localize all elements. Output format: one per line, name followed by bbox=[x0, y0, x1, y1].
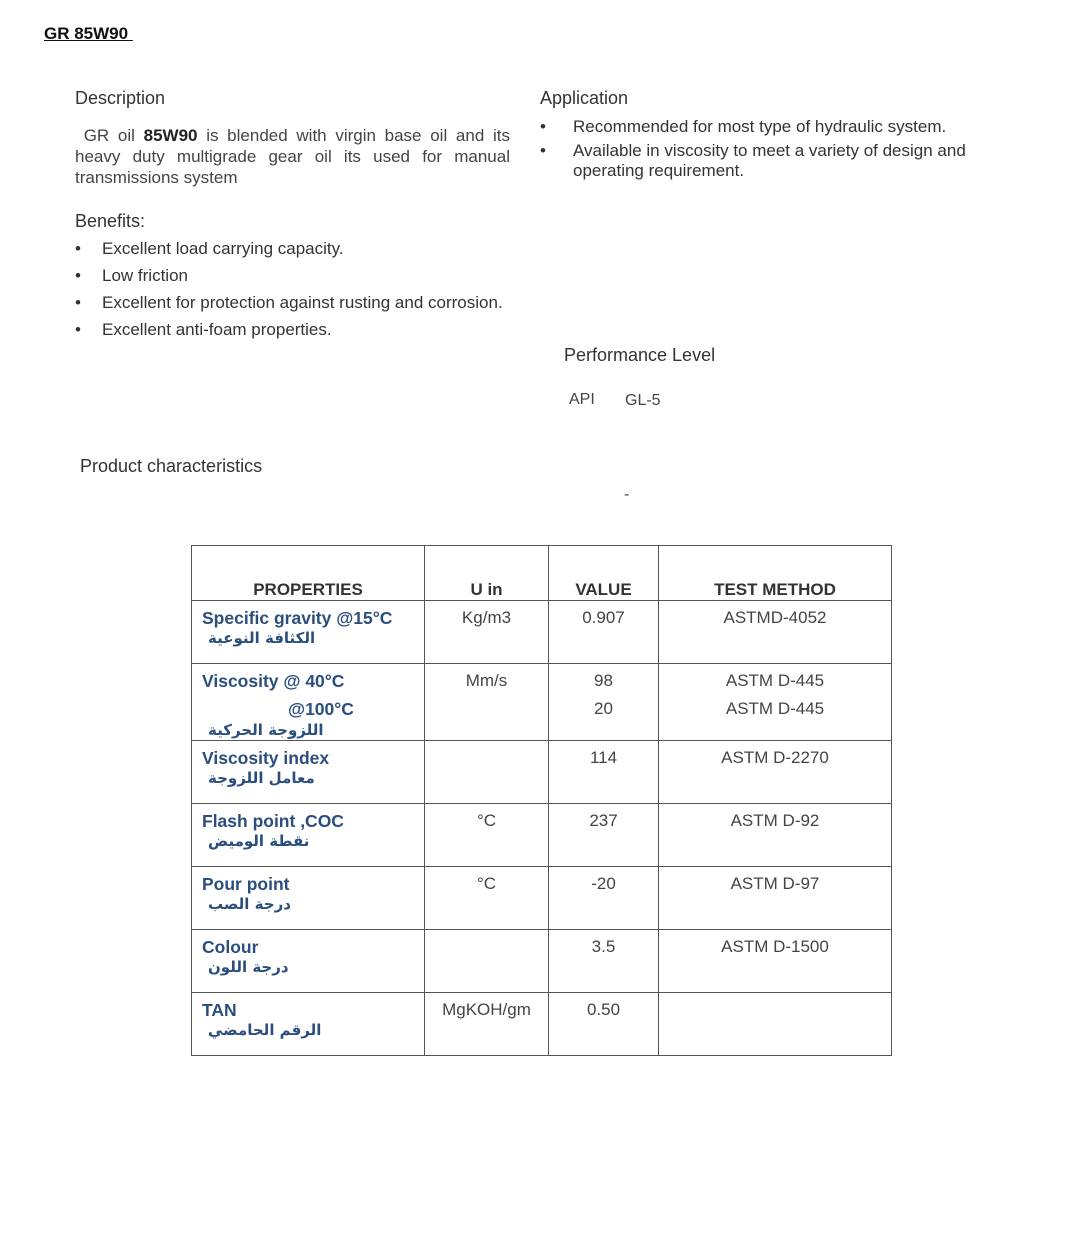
bullet-icon: • bbox=[75, 239, 81, 258]
property-name: Viscosity index bbox=[202, 748, 330, 768]
unit-cell bbox=[425, 930, 549, 993]
description-text-post: is blended with virgin base oil and its heavy duty multigrade gear oil its used for manual transmissions system bbox=[75, 126, 510, 187]
bullet-icon: • bbox=[540, 141, 546, 160]
table-row bbox=[192, 601, 892, 664]
bullet-icon: • bbox=[75, 320, 81, 339]
description-text bbox=[75, 125, 510, 188]
description-text-bold: 85W90 bbox=[143, 126, 198, 145]
application-list bbox=[540, 116, 1010, 185]
properties-table bbox=[191, 545, 892, 1056]
value-cell: 114 bbox=[549, 741, 659, 804]
header-unit: U in bbox=[425, 546, 549, 601]
table-row bbox=[192, 804, 892, 867]
property-arabic: الرقم الحامضي bbox=[208, 1021, 322, 1039]
dash-mark: - bbox=[624, 486, 630, 503]
bullet-icon: • bbox=[75, 293, 81, 312]
method-cell: ASTM D-92 bbox=[659, 804, 892, 867]
application-text: Available in viscosity to meet a variety of design and operating requirement. bbox=[573, 141, 966, 180]
table-header-row bbox=[192, 546, 892, 601]
property-name: Flash point ,COC bbox=[202, 811, 344, 831]
property-cell bbox=[192, 741, 425, 804]
method-cell bbox=[659, 664, 892, 741]
property-arabic: درجة الصب bbox=[208, 895, 291, 913]
header-test-method: TEST METHOD bbox=[659, 546, 892, 601]
property-name: Viscosity @ 40°C bbox=[202, 671, 345, 691]
list-item bbox=[75, 238, 510, 260]
header-value: VALUE bbox=[549, 546, 659, 601]
property-cell bbox=[192, 601, 425, 664]
table-row bbox=[192, 930, 892, 993]
property-name: TAN bbox=[202, 1000, 237, 1020]
list-item bbox=[75, 319, 510, 341]
property-arabic: نقطة الوميض bbox=[208, 832, 310, 850]
benefits-list bbox=[75, 238, 510, 346]
property-cell bbox=[192, 664, 425, 741]
application-text: Recommended for most type of hydraulic system. bbox=[573, 117, 947, 136]
property-arabic: الكثافة النوعية bbox=[208, 629, 316, 647]
method-secondary: ASTM D-445 bbox=[725, 699, 825, 718]
method-cell bbox=[659, 993, 892, 1056]
unit-cell: MgKOH/gm bbox=[425, 993, 549, 1056]
benefit-text: Excellent load carrying capacity. bbox=[102, 239, 344, 258]
method-primary: ASTM D-445 bbox=[725, 671, 825, 690]
list-item bbox=[75, 265, 510, 287]
benefit-text: Excellent anti-foam properties. bbox=[102, 320, 332, 339]
bullet-icon: • bbox=[75, 266, 81, 285]
value-cell: 0.907 bbox=[549, 601, 659, 664]
product-characteristics-heading: Product characteristics bbox=[80, 456, 263, 476]
description-heading: Description bbox=[75, 88, 166, 108]
value-primary: 98 bbox=[594, 671, 613, 690]
table-row bbox=[192, 993, 892, 1056]
property-cell bbox=[192, 867, 425, 930]
benefit-text: Excellent for protection against rusting and corrosion. bbox=[102, 293, 503, 312]
header-properties: PROPERTIES bbox=[192, 546, 425, 601]
document-title: GR 85W90 bbox=[44, 24, 133, 43]
list-item bbox=[540, 141, 1010, 181]
property-cell bbox=[192, 804, 425, 867]
table-row bbox=[192, 741, 892, 804]
property-name: Specific gravity @15°C bbox=[202, 608, 393, 628]
value-cell: 237 bbox=[549, 804, 659, 867]
method-cell: ASTM D-1500 bbox=[659, 930, 892, 993]
value-secondary: 20 bbox=[594, 699, 613, 718]
bullet-icon: • bbox=[540, 117, 546, 136]
benefit-text: Low friction bbox=[102, 266, 188, 285]
list-item bbox=[540, 116, 1010, 137]
method-cell: ASTM D-2270 bbox=[659, 741, 892, 804]
value-cell: 3.5 bbox=[549, 930, 659, 993]
unit-cell: °C bbox=[425, 867, 549, 930]
property-cell bbox=[192, 993, 425, 1056]
table-row bbox=[192, 867, 892, 930]
unit-cell: Kg/m3 bbox=[425, 601, 549, 664]
unit-cell: °C bbox=[425, 804, 549, 867]
property-arabic: معامل اللزوجة bbox=[208, 769, 315, 787]
performance-standard: API bbox=[569, 391, 595, 408]
method-cell: ASTM D-97 bbox=[659, 867, 892, 930]
property-cell bbox=[192, 930, 425, 993]
property-arabic: درجة اللون bbox=[208, 958, 289, 976]
property-arabic: اللزوجة الحركية bbox=[208, 721, 324, 739]
value-cell: 0.50 bbox=[549, 993, 659, 1056]
value-cell: -20 bbox=[549, 867, 659, 930]
list-item bbox=[75, 292, 510, 314]
property-name: Colour bbox=[202, 937, 259, 957]
method-cell: ASTMD-4052 bbox=[659, 601, 892, 664]
value-cell bbox=[549, 664, 659, 741]
performance-level: GL-5 bbox=[625, 392, 661, 409]
application-heading: Application bbox=[540, 88, 629, 108]
benefits-heading: Benefits: bbox=[75, 211, 146, 231]
description-text-pre: GR oil bbox=[75, 126, 144, 145]
property-name-secondary: @100°C bbox=[288, 699, 354, 719]
property-name: Pour point bbox=[202, 874, 290, 894]
unit-cell bbox=[425, 741, 549, 804]
unit-cell: Mm/s bbox=[425, 664, 549, 741]
table-row bbox=[192, 664, 892, 741]
performance-heading: Performance Level bbox=[564, 345, 716, 365]
